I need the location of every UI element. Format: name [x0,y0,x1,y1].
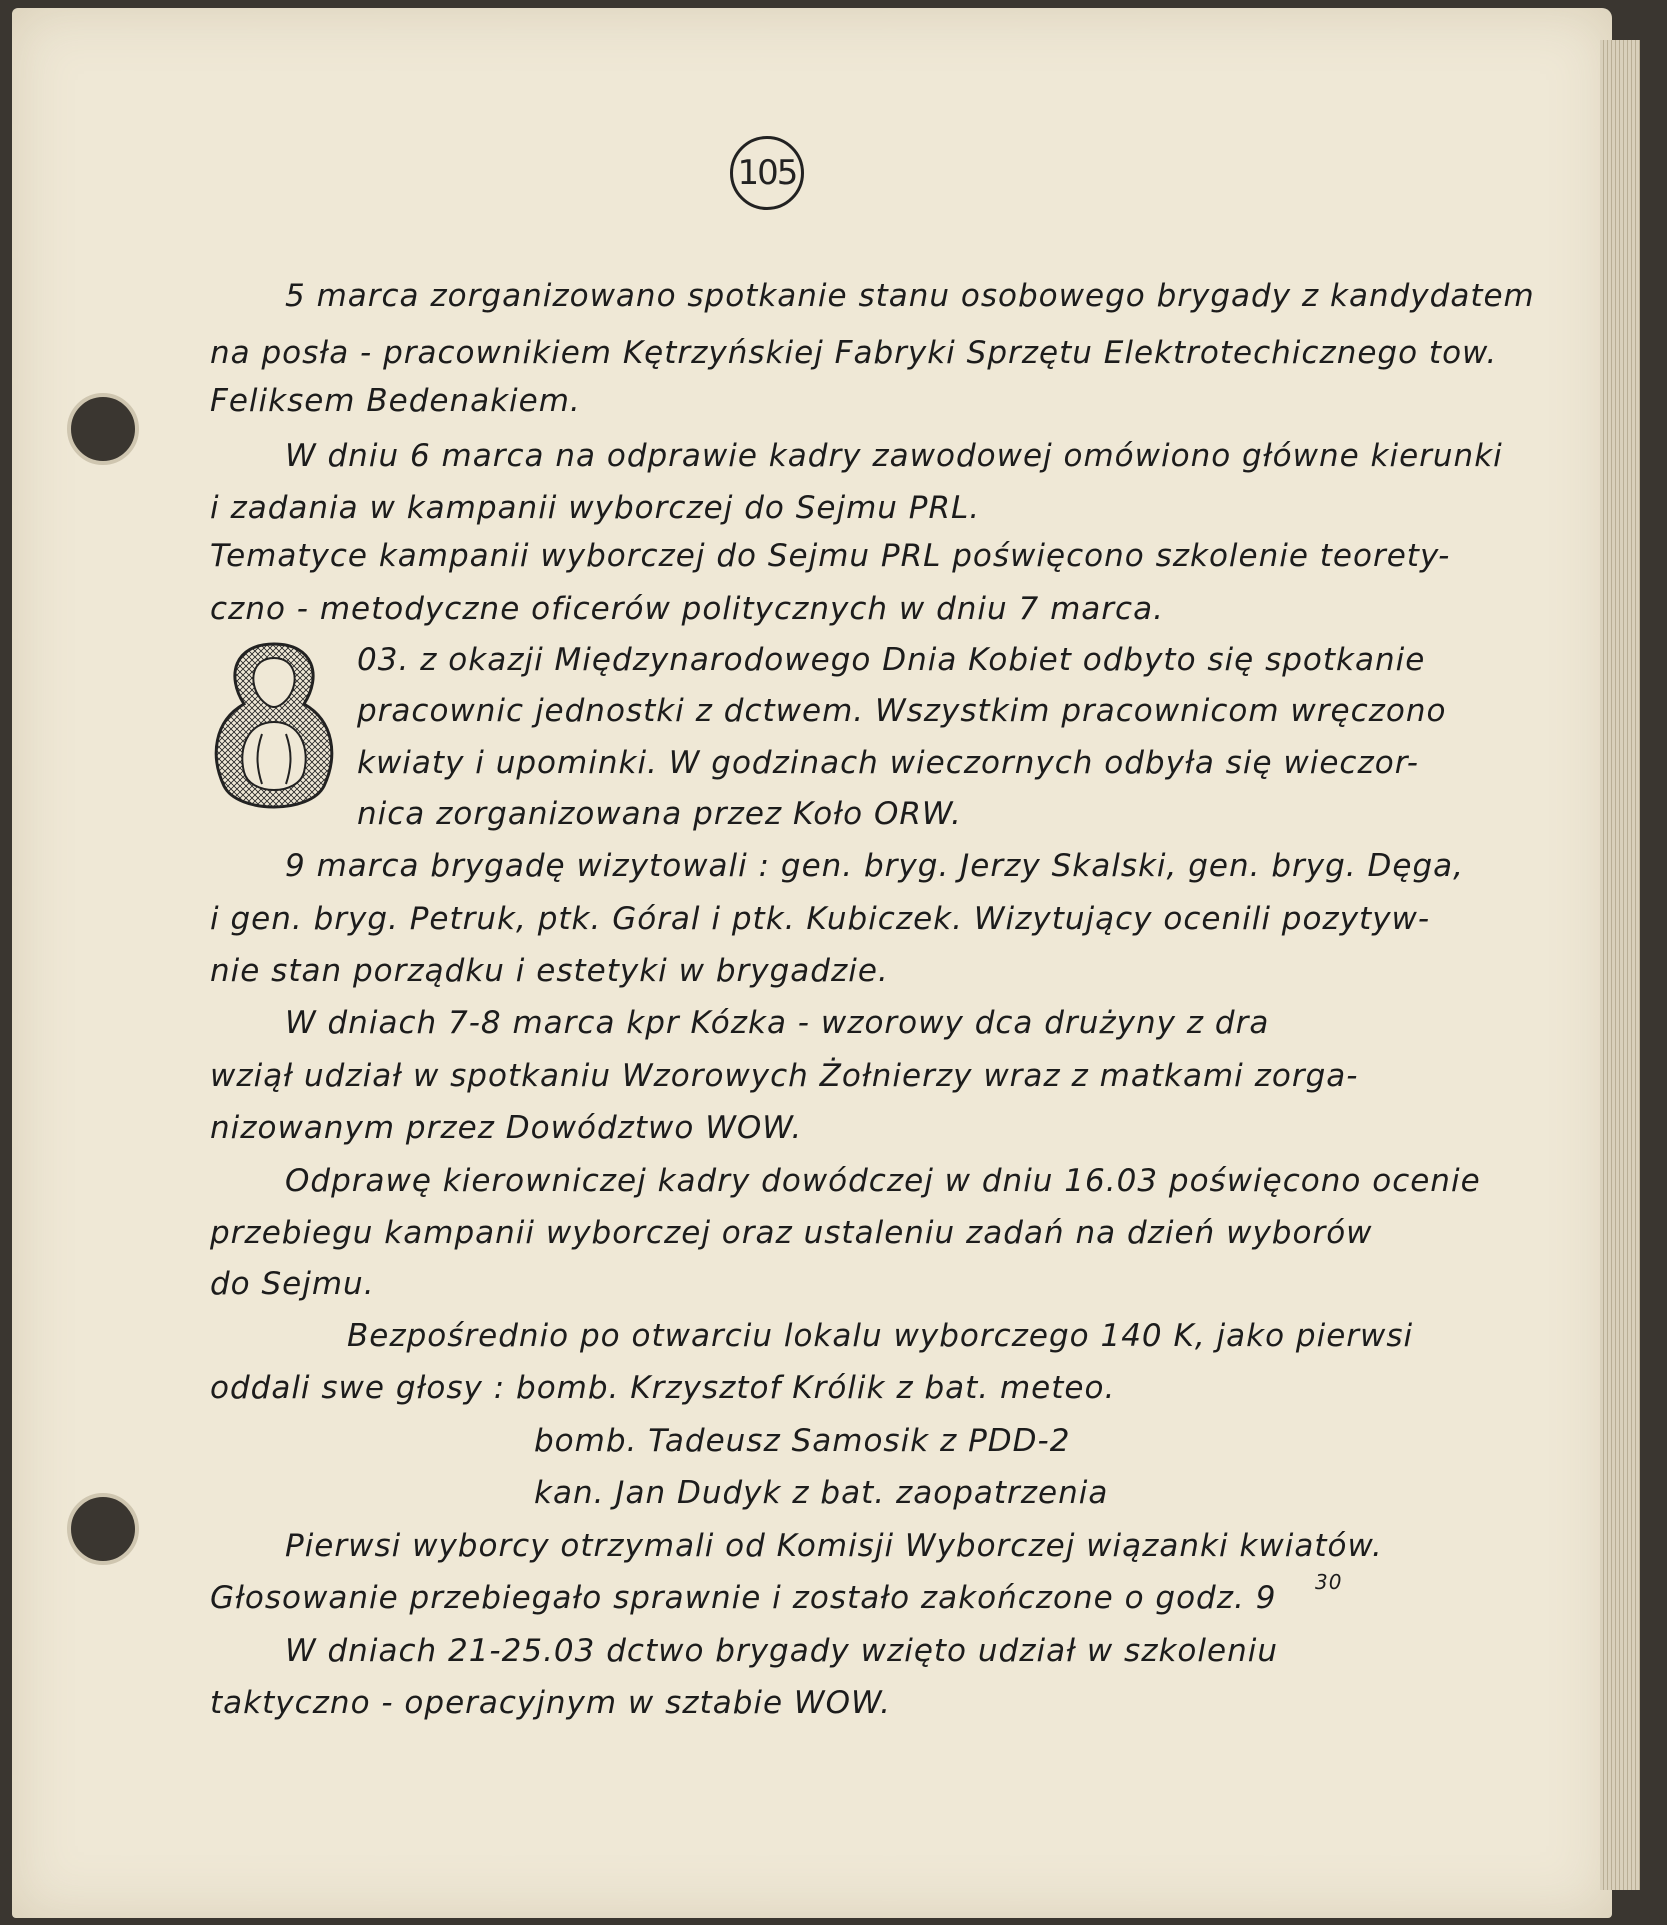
text-line: W dniach 21-25.03 dctwo brygady wzięto udział w szkoleniu [285,1633,1278,1669]
text-line: Odprawę kierowniczej kadry dowódczej w dniu 16.03 poświęcono ocenie [285,1163,1481,1199]
text-line: Tematyce kampanii wyborczej do Sejmu PRL poświęcono szkolenie teorety- [210,538,1451,574]
text-line: W dniu 6 marca na odprawie kadry zawodowej omówiono główne kierunki [285,438,1503,474]
text-line: nizowanym przez Dowództwo WOW. [210,1110,803,1146]
text-line: na posła - pracownikiem Kętrzyńskiej Fabryki Sprzętu Elektrotechicznego tow. [210,335,1498,371]
text-line: taktyczno - operacyjnym w sztabie WOW. [210,1685,891,1721]
text-line: przebiegu kampanii wyborczej oraz ustaleniu zadań na dzień wyborów [210,1215,1373,1251]
binding-hole-bottom [67,1493,139,1565]
text-line: Pierwsi wyborcy otrzymali od Komisji Wyborczej wiązanki kwiatów. [285,1528,1383,1564]
text-line: czno - metodyczne oficerów politycznych w dniu 7 marca. [210,591,1164,627]
binding-hole-top [67,393,139,465]
text-line: nie stan porządku i estetyki w brygadzie. [210,953,889,989]
text-line: Bezpośrednio po otwarciu lokalu wyborczego 140 K, jako pierwsi [347,1318,1414,1354]
text-line: kwiaty i upominki. W godzinach wieczornych odbyła się wieczor- [357,745,1419,781]
time-superscript: 30 [1315,1570,1343,1594]
text-line: wziął udział w spotkaniu Wzorowych Żołnierzy wraz z matkami zorga- [210,1058,1359,1094]
text-line: 03. z okazji Międzynarodowego Dnia Kobiet odbyto się spotkanie [357,642,1426,678]
decorated-initial-eight [204,636,344,826]
text-line: oddali swe głosy : bomb. Krzysztof Królik z bat. meteo. [210,1370,1116,1406]
text-line: Głosowanie przebiegało sprawnie i zostało zakończone o godz. 9 [210,1580,1277,1616]
text-line: kan. Jan Dudyk z bat. zaopatrzenia [534,1475,1109,1511]
text-line: i gen. bryg. Petruk, ptk. Góral i ptk. Kubiczek. Wizytujący ocenili pozytyw- [210,901,1431,937]
text-line: do Sejmu. [210,1266,375,1302]
page-stack-edge [1600,40,1640,1890]
text-line: pracownic jednostki z dctwem. Wszystkim pracownicom wręczono [357,693,1447,729]
text-line: bomb. Tadeusz Samosik z PDD-2 [534,1423,1071,1459]
notebook-page [12,8,1612,1918]
text-line: Feliksem Bedenakiem. [210,383,581,419]
text-line: nica zorganizowana przez Koło ORW. [357,796,962,832]
text-line: i zadania w kampanii wyborczej do Sejmu PRL. [210,490,981,526]
page-number: 105 [730,136,804,210]
text-line: 9 marca brygadę wizytowali : gen. bryg. Jerzy Skalski, gen. bryg. Dęga, [285,848,1464,884]
text-line: 5 marca zorganizowano spotkanie stanu osobowego brygady z kandydatem [285,278,1535,314]
text-line: W dniach 7-8 marca kpr Kózka - wzorowy dca drużyny z dra [285,1005,1270,1041]
